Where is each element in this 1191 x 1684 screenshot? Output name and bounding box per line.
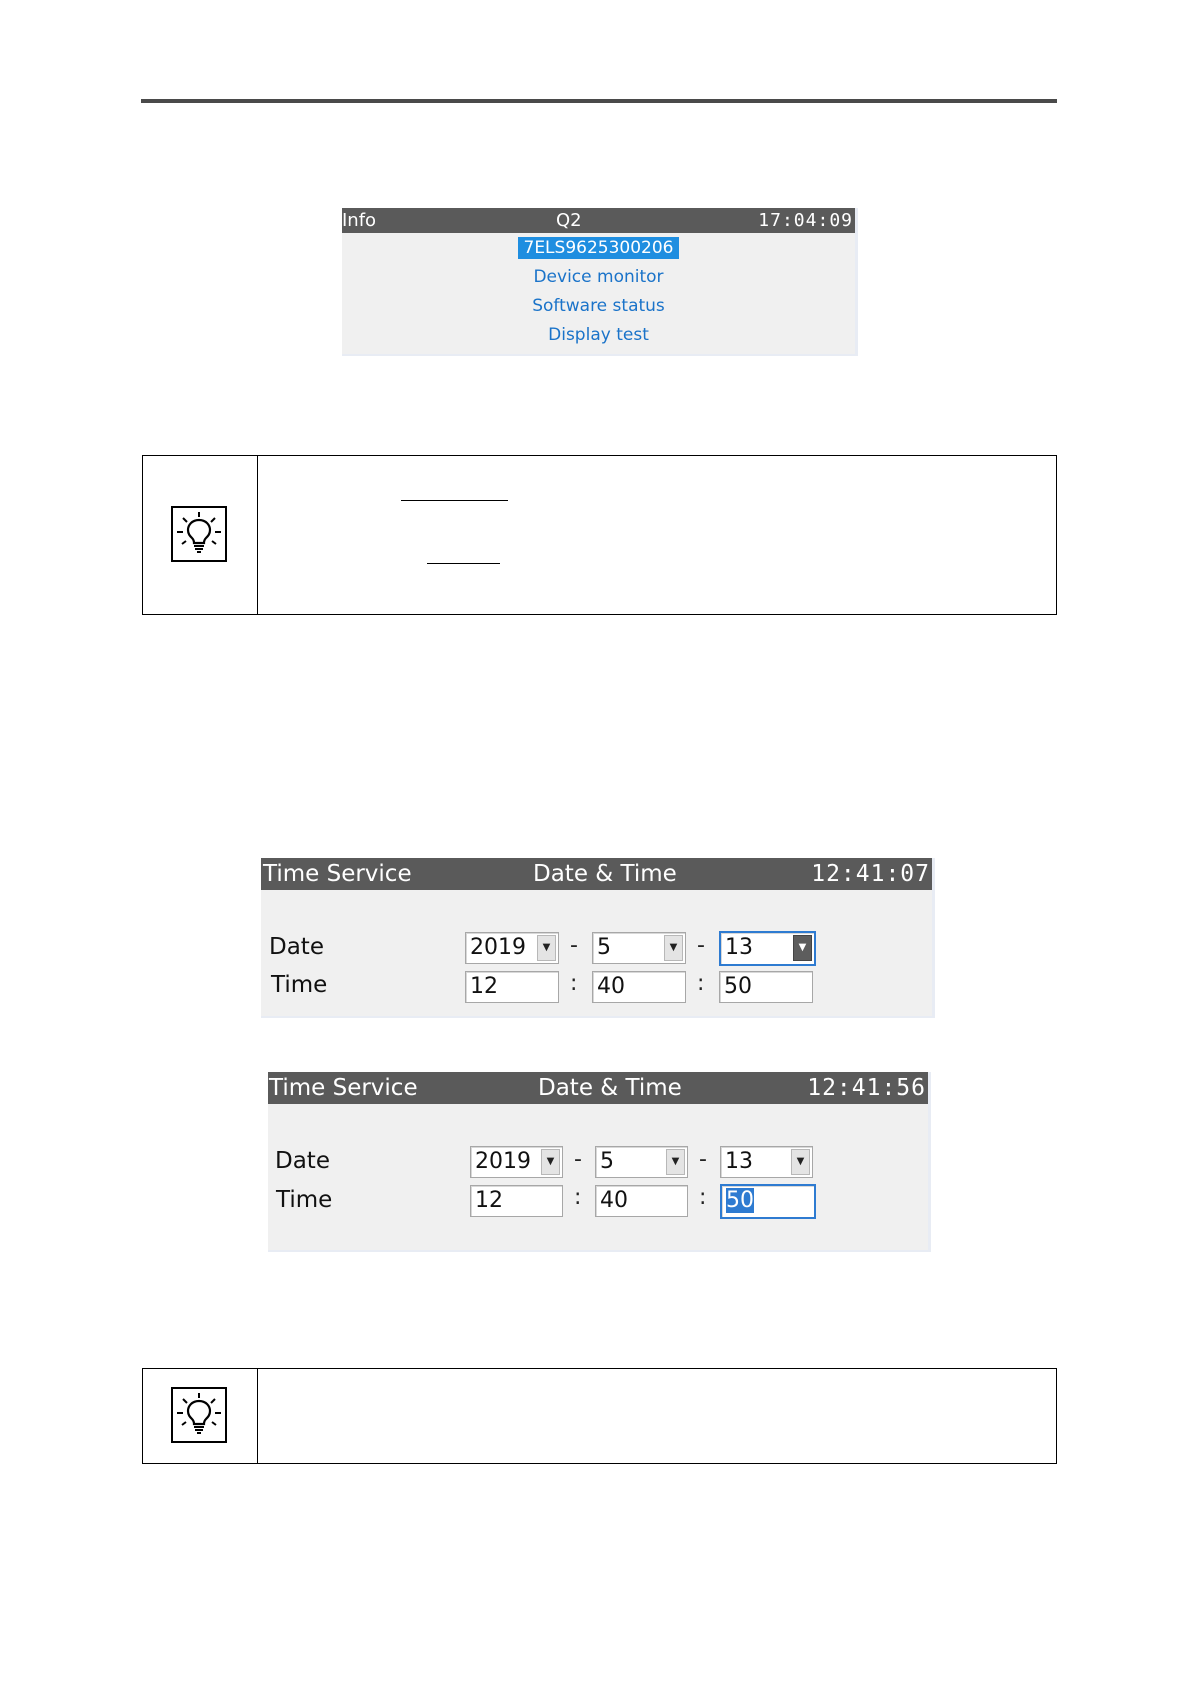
month-value: 5 bbox=[597, 935, 611, 960]
time-clock-1: 12:41:07 bbox=[811, 861, 930, 887]
dropdown-arrow-icon[interactable]: ▼ bbox=[541, 1149, 560, 1175]
info-screen bbox=[342, 208, 858, 356]
hour-field[interactable] bbox=[465, 971, 559, 1003]
hour-field[interactable] bbox=[470, 1185, 563, 1217]
hour-value: 12 bbox=[475, 1188, 503, 1213]
menu-item-serial[interactable] bbox=[342, 237, 855, 259]
dropdown-arrow-icon[interactable]: ▼ bbox=[664, 935, 683, 961]
year-value: 2019 bbox=[475, 1149, 531, 1174]
tip-divider bbox=[257, 1369, 258, 1463]
header-rule bbox=[141, 99, 1057, 103]
second-field[interactable] bbox=[720, 1184, 816, 1219]
date-label: Date bbox=[275, 1148, 330, 1174]
date-label: Date bbox=[269, 934, 324, 960]
menu-item-display-test-label: Display test bbox=[548, 325, 649, 345]
menu-item-display-test[interactable] bbox=[342, 324, 855, 346]
hour-value: 12 bbox=[470, 974, 498, 999]
time-separator: : bbox=[574, 1185, 582, 1210]
day-select[interactable] bbox=[719, 931, 816, 966]
dropdown-arrow-icon[interactable]: ▼ bbox=[793, 935, 812, 961]
month-select[interactable] bbox=[592, 932, 686, 964]
time-title-1: Time Service bbox=[263, 861, 412, 887]
time-label: Time bbox=[276, 1187, 333, 1213]
day-value: 13 bbox=[725, 935, 753, 960]
minute-field[interactable] bbox=[592, 971, 686, 1003]
info-title-bar bbox=[342, 208, 855, 233]
dropdown-arrow-icon[interactable]: ▼ bbox=[537, 935, 556, 961]
time-separator: : bbox=[699, 1185, 707, 1210]
dropdown-arrow-icon[interactable]: ▼ bbox=[791, 1149, 810, 1175]
date-separator: - bbox=[697, 933, 705, 958]
month-value: 5 bbox=[600, 1149, 614, 1174]
dropdown-arrow-icon[interactable]: ▼ bbox=[666, 1149, 685, 1175]
time-service-screen-1 bbox=[261, 858, 935, 1018]
time-center-title-2: Date & Time bbox=[538, 1075, 682, 1101]
tip-underline-2 bbox=[427, 563, 500, 564]
tip-divider bbox=[257, 456, 258, 614]
second-value: 50 bbox=[726, 1188, 754, 1213]
time-title-2: Time Service bbox=[269, 1075, 418, 1101]
tip-box-1 bbox=[142, 455, 1057, 615]
info-clock: 17:04:09 bbox=[758, 210, 853, 231]
second-value: 50 bbox=[724, 974, 752, 999]
time-separator: : bbox=[570, 971, 578, 996]
time-title-bar-2 bbox=[268, 1072, 928, 1104]
minute-value: 40 bbox=[600, 1188, 628, 1213]
year-select[interactable] bbox=[465, 932, 559, 964]
tip-underline-1 bbox=[401, 500, 508, 501]
time-service-screen-2 bbox=[268, 1072, 931, 1252]
tip-box-2 bbox=[142, 1368, 1057, 1464]
date-separator: - bbox=[574, 1147, 582, 1172]
lightbulb-icon bbox=[171, 1387, 227, 1443]
year-value: 2019 bbox=[470, 935, 526, 960]
time-separator: : bbox=[697, 971, 705, 996]
date-separator: - bbox=[699, 1147, 707, 1172]
day-select[interactable] bbox=[720, 1146, 813, 1178]
month-select[interactable] bbox=[595, 1146, 688, 1178]
menu-item-device-monitor-label: Device monitor bbox=[533, 267, 664, 287]
menu-item-software-status[interactable] bbox=[342, 295, 855, 317]
time-label: Time bbox=[271, 972, 328, 998]
date-separator: - bbox=[570, 933, 578, 958]
info-title: Info bbox=[342, 210, 377, 231]
time-center-title-1: Date & Time bbox=[533, 861, 677, 887]
lightbulb-icon bbox=[171, 506, 227, 562]
second-field[interactable] bbox=[719, 971, 813, 1003]
day-value: 13 bbox=[725, 1149, 753, 1174]
minute-value: 40 bbox=[597, 974, 625, 999]
menu-item-device-monitor[interactable] bbox=[342, 266, 855, 288]
menu-item-software-status-label: Software status bbox=[532, 296, 665, 316]
minute-field[interactable] bbox=[595, 1185, 688, 1217]
info-center-title: Q2 bbox=[556, 210, 582, 231]
year-select[interactable] bbox=[470, 1146, 563, 1178]
menu-item-serial-label: 7ELS9625300206 bbox=[518, 237, 680, 259]
time-clock-2: 12:41:56 bbox=[807, 1075, 926, 1101]
time-title-bar-1 bbox=[261, 858, 932, 890]
